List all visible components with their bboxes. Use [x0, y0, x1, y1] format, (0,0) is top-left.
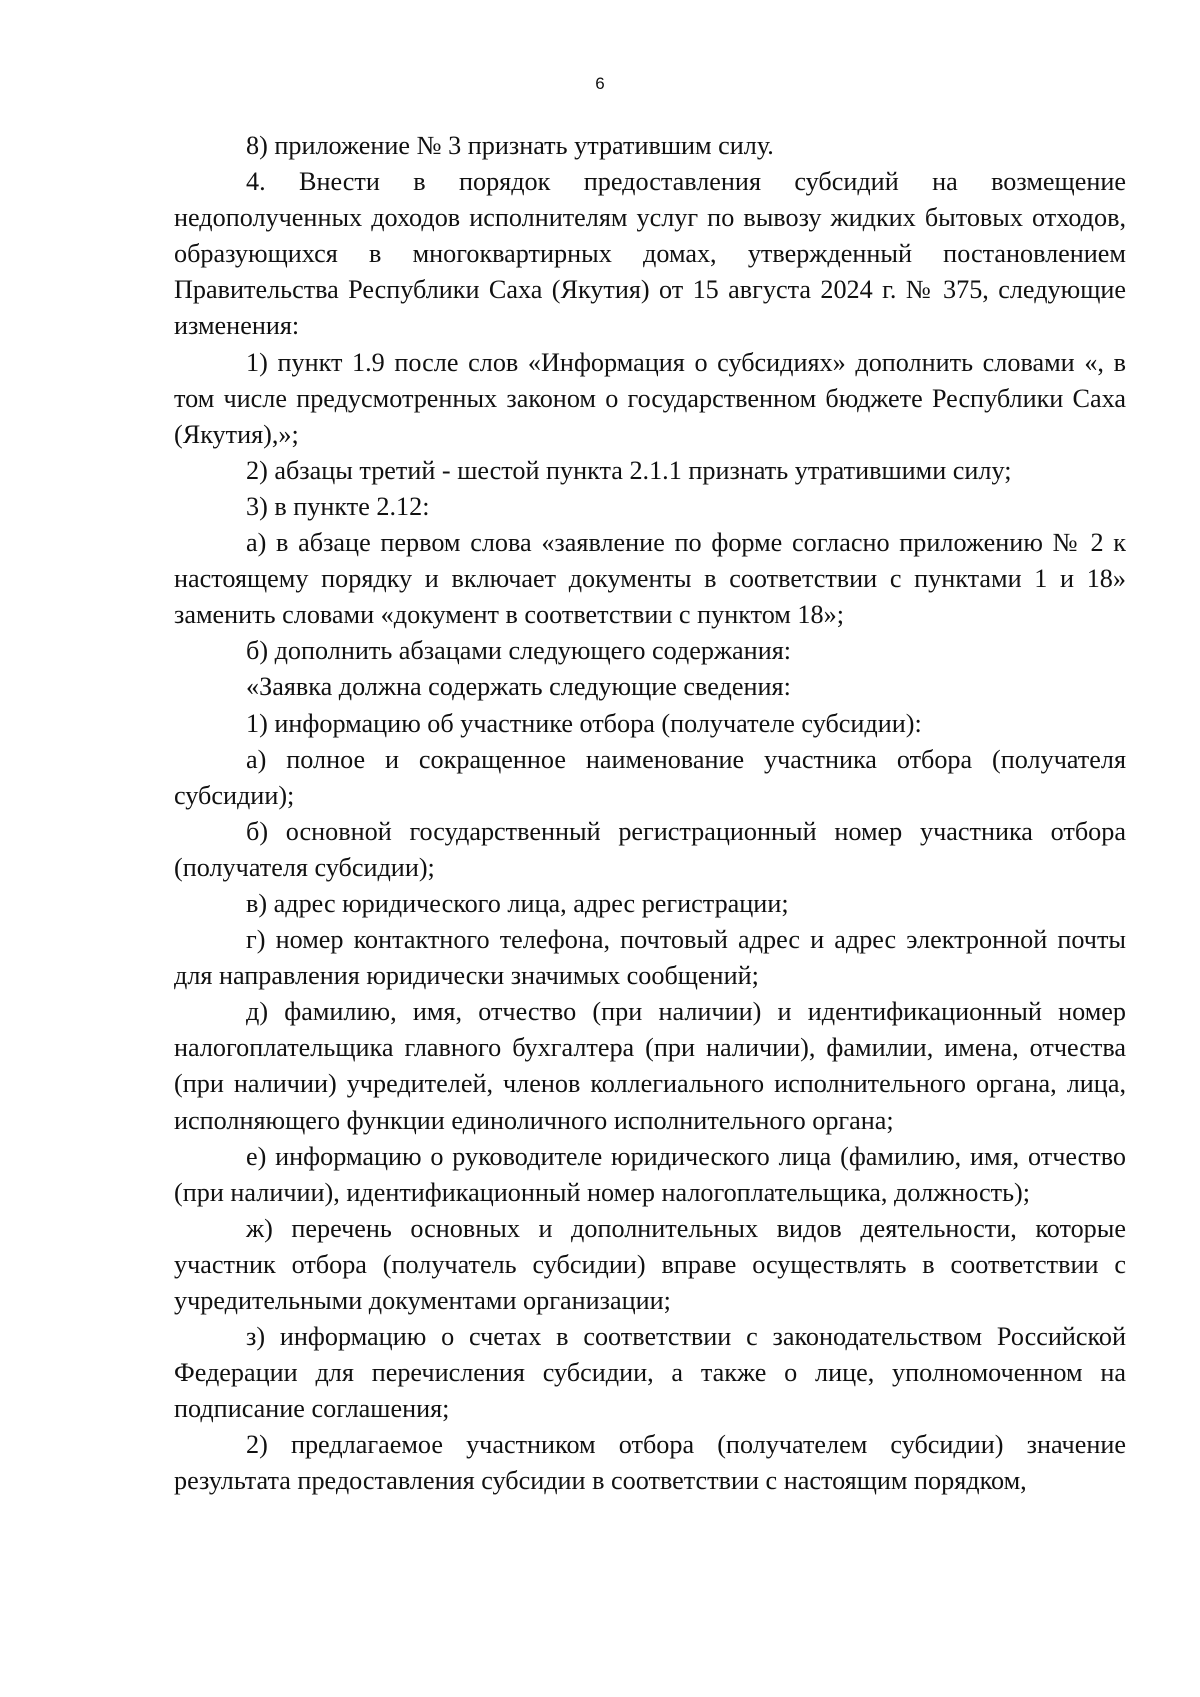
document-body	[174, 128, 1126, 1500]
paragraph-info-b: б) основной государственный регистрационный номер участника отбора (получателя субсидии);	[174, 816, 1126, 882]
paragraph-info-e: е) информацию о руководителе юридического лица (фамилию, имя, отчество (при наличии), идентификационный номер налогоплательщика, должность);	[174, 1141, 1126, 1207]
paragraph-application-intro: «Заявка должна содержать следующие сведения:	[246, 672, 791, 702]
paragraph-sub-a: а) в абзаце первом слова «заявление по форме согласно приложению № 2 к настоящему порядку и включает документы в соответствии с пунктами 1 и 18» заменить словами «документ в соответствии с пунктом 18»;	[174, 528, 1126, 630]
paragraph-section-4: 4. Внести в порядок предоставления субсидий на возмещение недополученных доходов исполнителям услуг по вывозу жидких бытовых отходов, образующихся в многоквартирных домах, утвержденный постановлением Правительства Республики Саха (Якутия) от 15 августа 2024 г. № 375, следующие изменения:	[174, 167, 1126, 341]
paragraph-info-d: д) фамилию, имя, отчество (при наличии) и идентификационный номер налогоплательщика главного бухгалтера (при наличии), фамилии, имена, отчества (при наличии) учредителей, членов коллегиального исполнительного органа, лица, исполняющего функции единоличного исполнительного органа;	[174, 997, 1126, 1135]
paragraph-item-1: 1) пункт 1.9 после слов «Информация о субсидиях» дополнить словами «, в том числе предусмотренных законом о государственном бюджете Республики Саха (Якутия),»;	[174, 347, 1126, 449]
paragraph-info-v: в) адрес юридического лица, адрес регистрации;	[246, 888, 789, 918]
paragraph-item-8: 8) приложение № 3 признать утратившим силу.	[246, 131, 774, 160]
page-number: 6	[595, 74, 605, 93]
paragraph-participant-info: 1) информацию об участнике отбора (получателе субсидии):	[246, 708, 922, 738]
paragraph-info-g: г) номер контактного телефона, почтовый адрес и адрес электронной почты для направления юридически значимых сообщений;	[174, 925, 1126, 991]
paragraph-item-3: 3) в пункте 2.12:	[246, 491, 430, 521]
paragraph-sub-b: б) дополнить абзацами следующего содержания:	[246, 636, 792, 666]
paragraph-info-a: а) полное и сокращенное наименование участника отбора (получателя субсидии);	[174, 744, 1126, 810]
paragraph-item-2: 2) абзацы третий - шестой пункта 2.1.1 признать утратившими силу;	[246, 455, 1012, 485]
paragraph-info-zh: ж) перечень основных и дополнительных видов деятельности, которые участник отбора (получатель субсидии) вправе осуществлять в соответствии с учредительными документами организации;	[174, 1213, 1126, 1315]
paragraph-info-z: з) информацию о счетах в соответствии с законодательством Российской Федерации для перечисления субсидии, а также о лице, уполномоченном на подписание соглашения;	[174, 1322, 1126, 1424]
paragraph-result-value: 2) предлагаемое участником отбора (получателем субсидии) значение результата предоставления субсидии в соответствии с настоящим порядком,	[174, 1430, 1126, 1496]
